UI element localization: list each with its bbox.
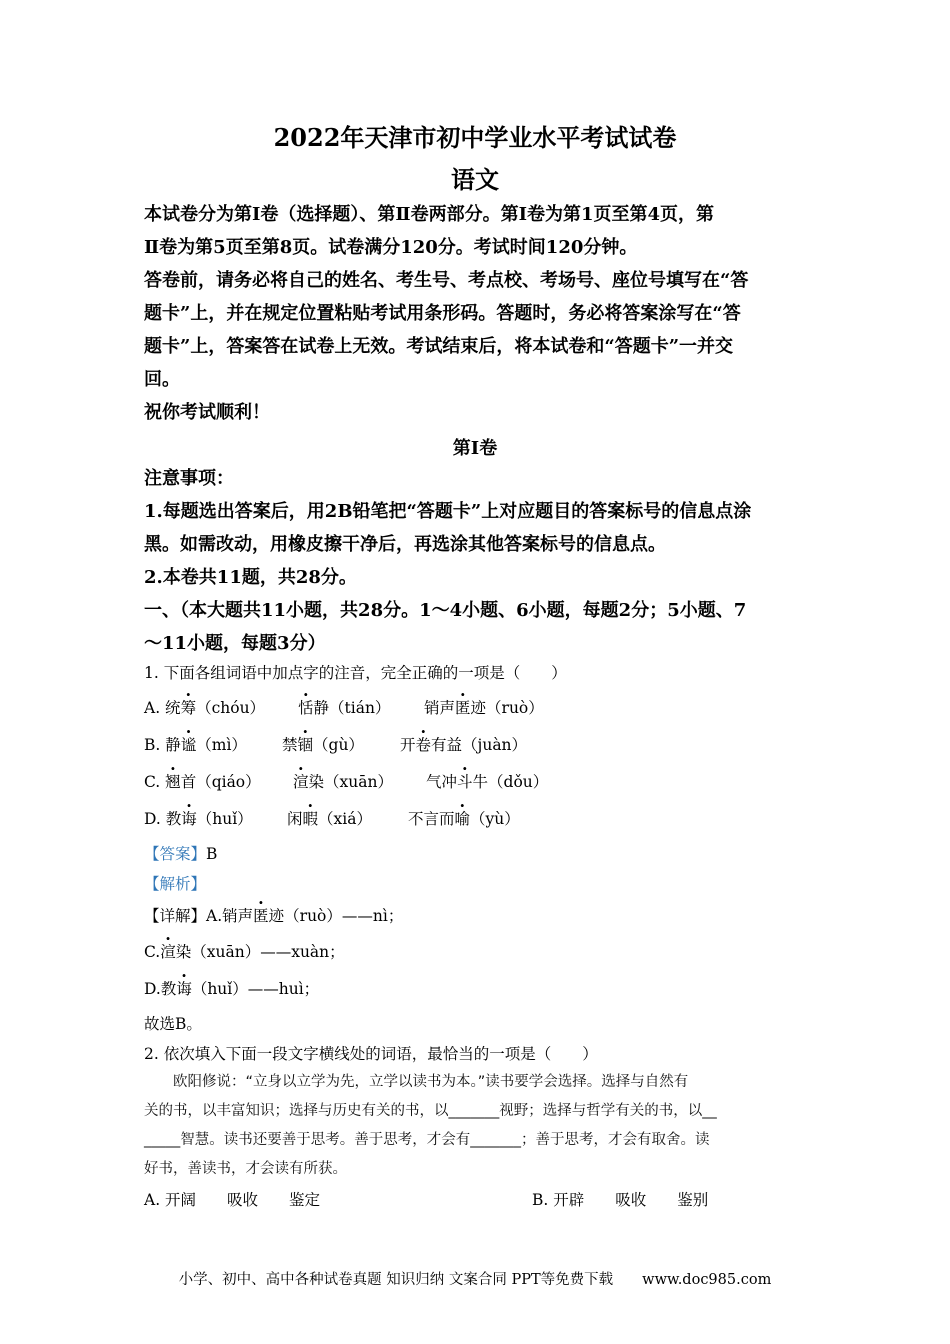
section-heading: 第Ⅰ卷 <box>452 438 498 459</box>
passage-line: _____智慧。读书还要善于思考。善于思考，才会有_______；善于思考，才会有取舍。读 <box>144 1132 710 1148</box>
q1-detail-c: C.渲染（xuān）——xuàn； <box>144 943 345 961</box>
passage-line: 关的书，以丰富知识；选择与历史有关的书，以_______视野；选择与哲学有关的书，以__ <box>144 1103 717 1119</box>
subject-title: 语文 <box>451 165 499 194</box>
intro-greeting: 祝你考试顺利！ <box>144 402 270 423</box>
q1-detail-d: D.教诲（huǐ）——huì； <box>144 980 320 998</box>
intro-line: 题卡”上，并在规定位置粘贴考试用条形码。答题时，务必将答案涂写在“答 <box>144 303 741 324</box>
q2-passage <box>144 1068 814 1184</box>
q1-option-c-2: 渲染（xuān） <box>293 773 393 791</box>
answer-tag: 【答案】 <box>144 845 207 863</box>
q1-option-d-2: 闲暇（xiá） <box>287 810 372 828</box>
q1-conclusion: 故选B。 <box>144 1015 202 1033</box>
q1-option-b-2: 禁锢（gù） <box>282 736 364 754</box>
q1-option-a-3: 销声匿迹（ruò） <box>424 699 544 717</box>
q2-option-a: A. 开阔 吸收 鉴定 <box>144 1191 321 1209</box>
q1-answer: 【答案】B <box>144 845 218 863</box>
q1-option-c-1: C. 翘首（qiáo） <box>144 773 261 791</box>
footer-text: 小学、初中、高中各种试卷真题 知识归纳 文案合同 PPT等免费下载 www.doc985.com <box>178 1272 772 1288</box>
passage-line: 欧阳修说：“立身以立学为先，立学以读书为本。”读书要学会选择。选择与自然有 <box>144 1074 689 1090</box>
passage-line: 好书，善读书，才会读有所获。 <box>144 1161 347 1177</box>
q1-analysis-tag: 【解析】 <box>144 875 207 893</box>
intro-line: 本试卷分为第Ⅰ卷（选择题）、第Ⅱ卷两部分。第Ⅰ卷为第1页至第4页，第 <box>144 204 715 225</box>
q1-option-c-3: 气冲斗牛（dǒu） <box>426 773 549 791</box>
q1-detail-a: 【详解】A.销声匿迹（ruò）——nì； <box>144 907 404 925</box>
exam-title: 2022年天津市初中学业水平考试试卷 <box>273 123 677 152</box>
intro-line: 答卷前，请务必将自己的姓名、考生号、考点校、考场号、座位号填写在“答 <box>144 270 749 291</box>
q1-option-d-3: 不言而喻（yù） <box>408 810 520 828</box>
question-2-stem: 2. 依次填入下面一段文字横线处的词语，最恰当的一项是（ ） <box>144 1045 598 1063</box>
intro-line: 题卡”上，答案答在试卷上无效。考试结束后，将本试卷和“答题卡”一并交 <box>144 336 734 357</box>
intro-line: 回。 <box>144 369 180 390</box>
note-1-cont: 黑。如需改动，用橡皮擦干净后，再选涂其他答案标号的信息点。 <box>144 534 666 555</box>
notes-title: 注意事项： <box>144 468 234 489</box>
q1-option-a-1: A. 统筹（chóu） <box>144 699 266 717</box>
q1-option-b-1: B. 静谧（mì） <box>144 736 247 754</box>
question-1-stem: 1. 下面各组词语中加点字的注音，完全正确的一项是（ ） <box>144 664 567 682</box>
note-1: 1.每题选出答案后，用2B铅笔把“答题卡”上对应题目的答案标号的信息点涂 <box>144 501 752 522</box>
q2-option-b: B. 开辟 吸收 鉴别 <box>532 1191 709 1209</box>
q1-option-a-2: 恬静（tián） <box>298 699 391 717</box>
intro-line: Ⅱ卷为第5页至第8页。试卷满分120分。考试时间120分钟。 <box>144 237 638 258</box>
part-instructions-cont: ～11小题，每题3分） <box>144 633 326 654</box>
q1-option-b-3: 开卷有益（juàn） <box>400 736 528 754</box>
q1-option-d-1: D. 教诲（huǐ） <box>144 810 253 828</box>
note-2: 2.本卷共11题，共28分。 <box>144 567 357 588</box>
part-instructions: 一、（本大题共11小题，共28分。1～4小题、6小题，每题2分；5小题、7 <box>144 600 747 621</box>
